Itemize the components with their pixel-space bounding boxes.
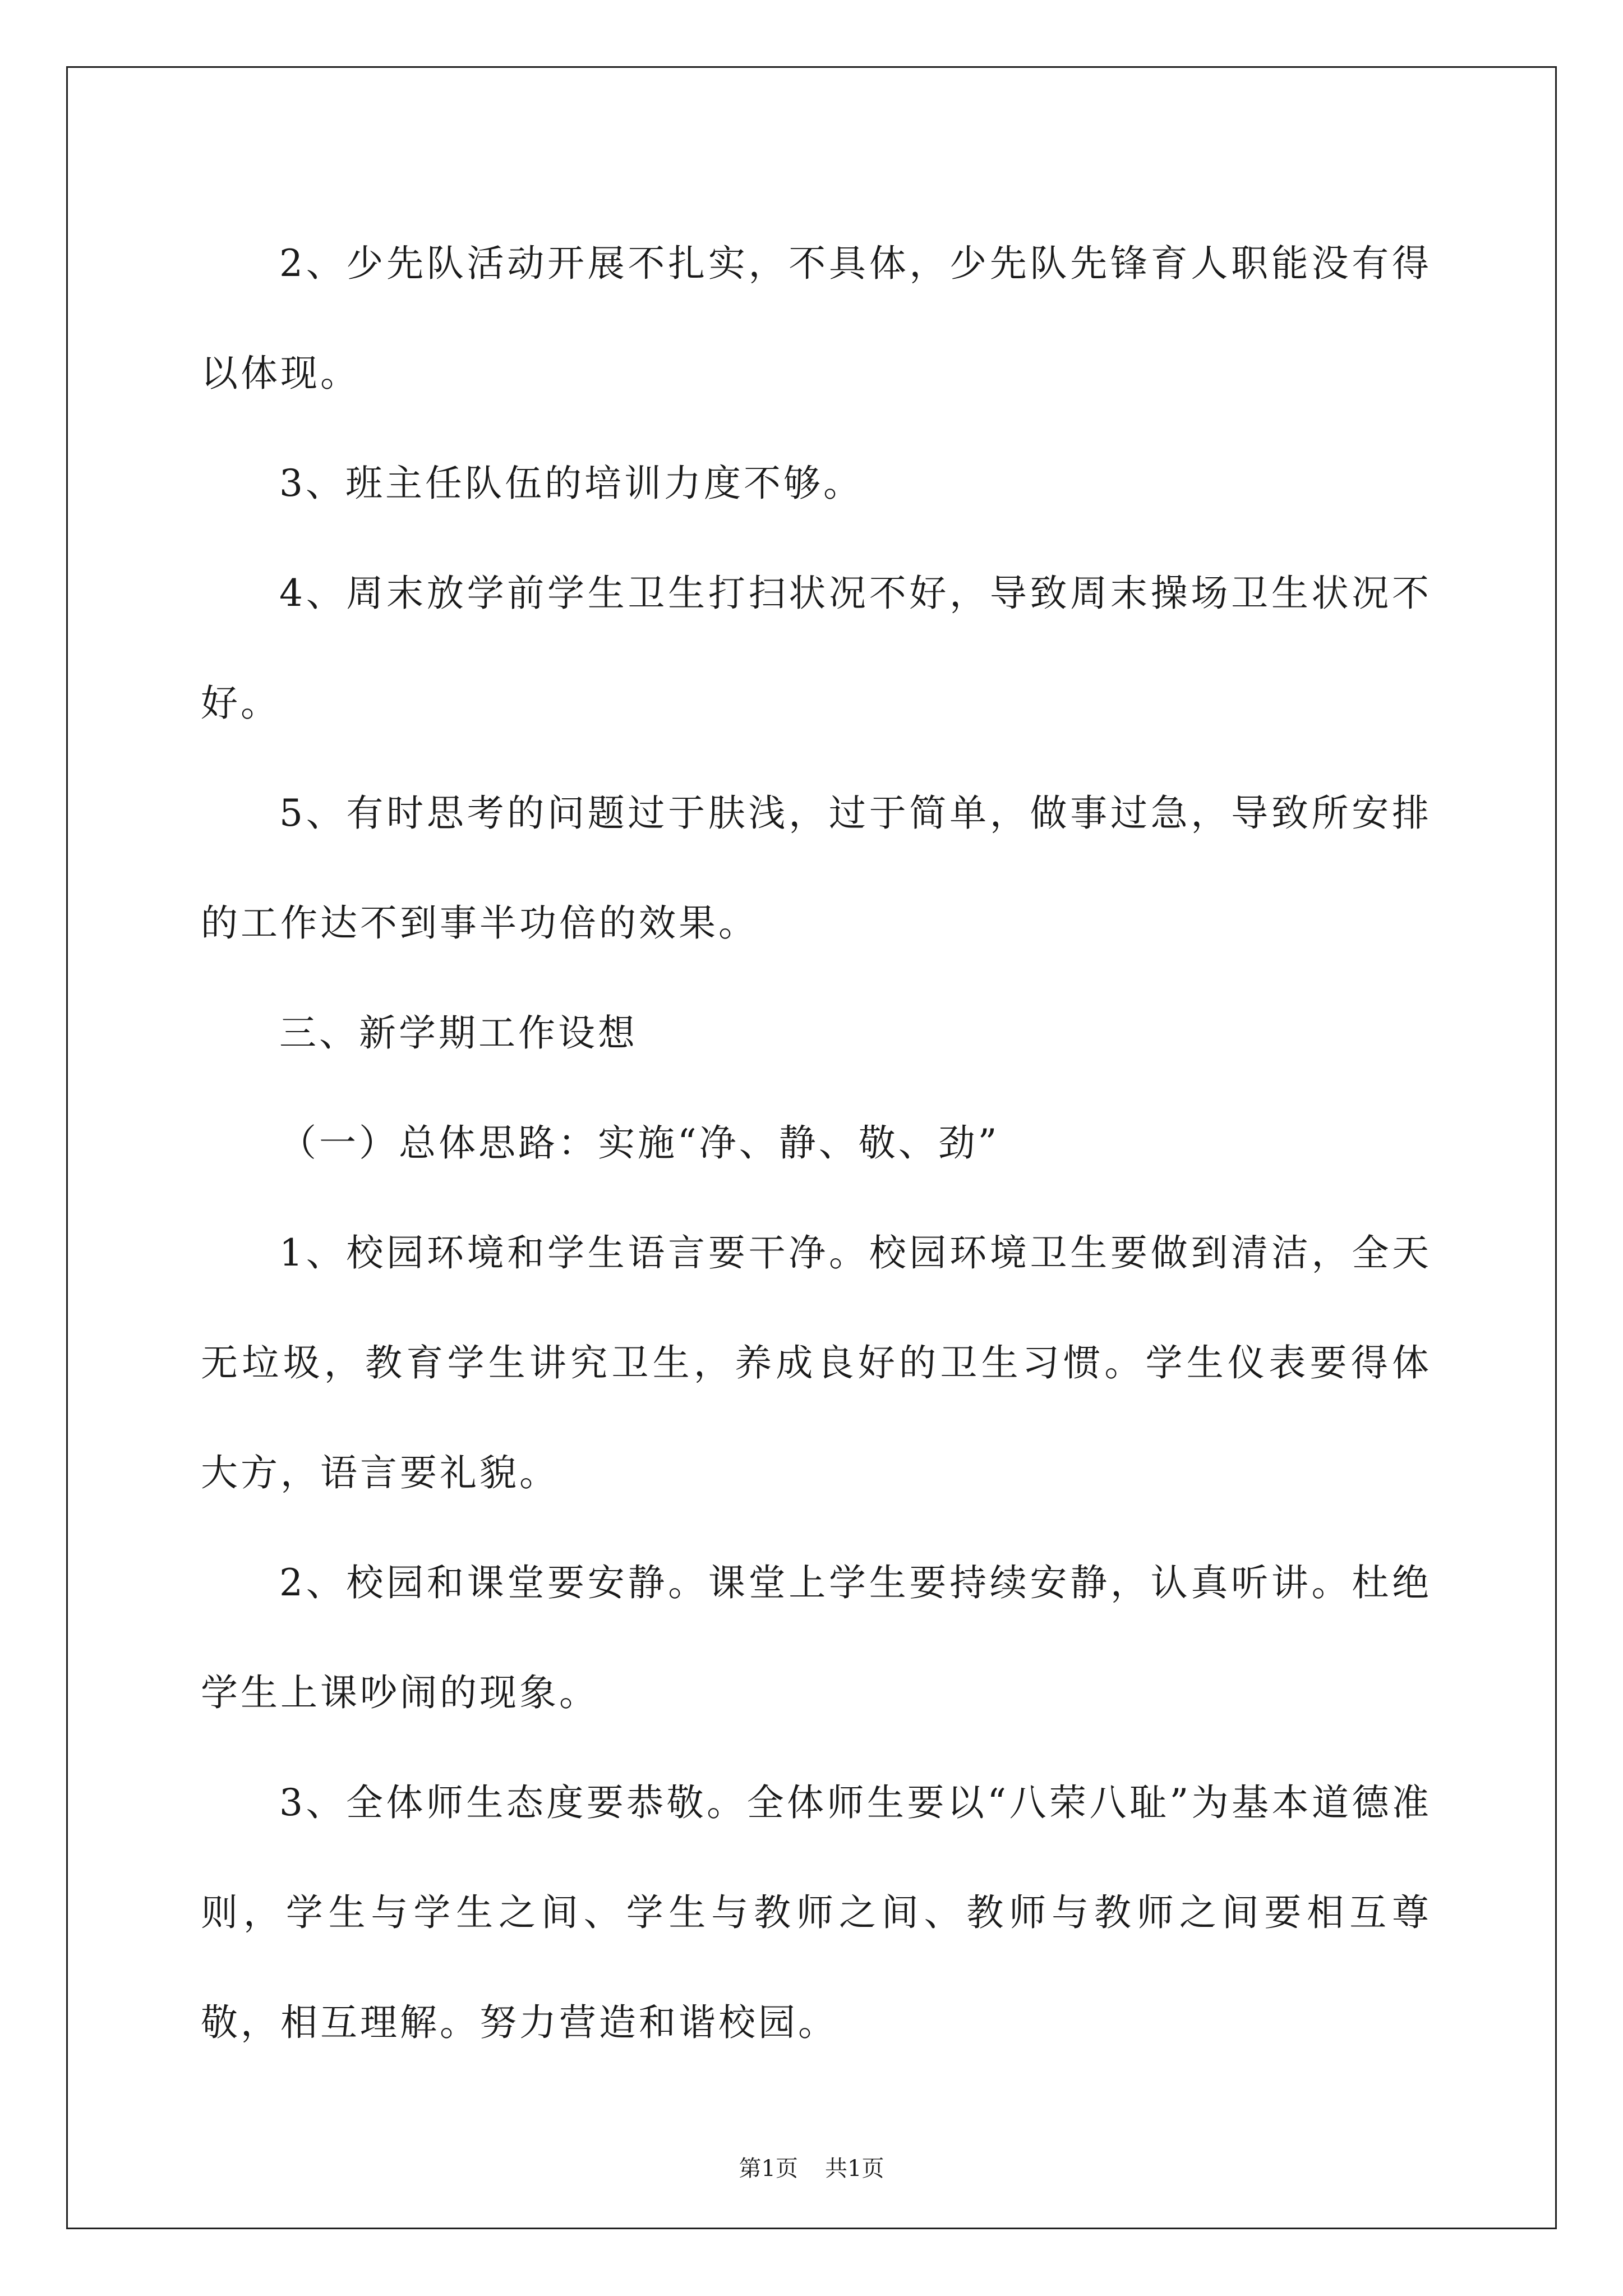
total-pages: 共1页 — [825, 2156, 884, 2182]
paragraph: 2、校园和课堂要安静。课堂上学生要持续安静，认真听讲。杜绝学生上课吵闹的现象。 — [201, 1561, 1432, 1714]
page-number: 第1页 — [739, 2156, 798, 2182]
document-body — [201, 209, 1432, 2078]
page-footer — [0, 2153, 1623, 2184]
paragraph: 3、班主任队伍的培训力度不够。 — [279, 462, 863, 505]
paragraph: 2、少先队活动开展不扎实，不具体，少先队先锋育人职能没有得以体现。 — [201, 242, 1432, 395]
paragraph: 5、有时思考的问题过于肤浅，过于简单，做事过急，导致所安排的工作达不到事半功倍的效果。 — [201, 792, 1432, 945]
subsection-heading: （一）总体思路：实施“净、静、敬、劲” — [279, 1121, 1000, 1165]
section-heading: 三、新学期工作设想 — [279, 1011, 638, 1055]
paragraph: 4、周末放学前学生卫生打扫状况不好，导致周末操场卫生状况不好。 — [201, 572, 1432, 725]
paragraph: 3、全体师生态度要恭敬。全体师生要以“八荣八耻”为基本道德准则，学生与学生之间、学生与教师之间、教师与教师之间要相互尊敬，相互理解。努力营造和谐校园。 — [201, 1781, 1432, 2044]
paragraph: 1、校园环境和学生语言要干净。校园环境卫生要做到清洁，全天无垃圾，教育学生讲究卫生，养成良好的卫生习惯。学生仪表要得体大方，语言要礼貌。 — [201, 1231, 1432, 1494]
